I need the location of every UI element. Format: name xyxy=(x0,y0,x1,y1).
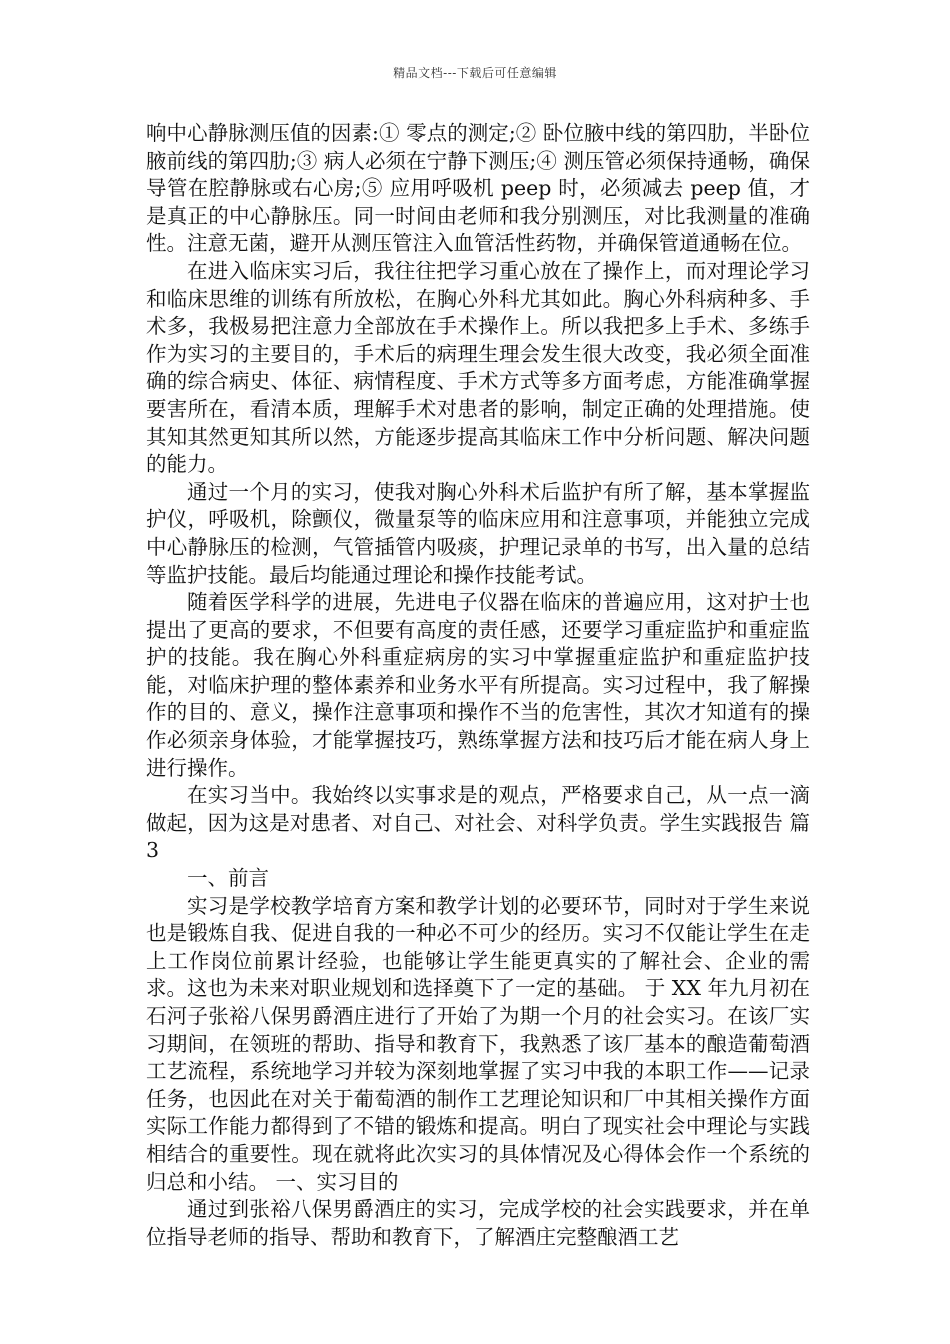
document-body xyxy=(146,120,810,1251)
paragraph-5: 在实习当中。我始终以实事求是的观点，严格要求自己，从一点一滴做起，因为这是对患者、对自己、对社会、对科学负责。学生实践报告 篇 3 xyxy=(146,783,810,863)
paragraph-3: 通过一个月的实习，使我对胸心外科术后监护有所了解，基本掌握监护仪，呼吸机，除颤仪，微量泵等的临床应用和注意事项，并能独立完成中心静脉压的检测，气管插管内吸痰，护理记录单的书写，出入量的总结等监护技能。最后均能通过理论和操作技能考试。 xyxy=(146,479,810,587)
paragraph-2: 在进入临床实习后，我往往把学习重心放在了操作上，而对理论学习和临床思维的训练有所放松，在胸心外科尤其如此。胸心外科病种多、手术多，我极易把注意力全部放在手术操作上。所以我把多上手术、多练手作为实习的主要目的，手术后的病理生理会发生很大改变，我必须全面准确的综合病史、体征、病情程度、手术方式等多方面考虑，方能准确掌握要害所在，看清本质，理解手术对患者的影响，制定正确的处理措施。使其知其然更知其所以然，方能逐步提高其临床工作中分析问题、解决问题的能力。 xyxy=(146,258,810,477)
section-heading-preface: 一、前言 xyxy=(187,866,269,891)
paragraph-8: 通过到张裕八保男爵酒庄的实习，完成学校的社会实践要求，并在单位指导老师的指导、帮助和教育下，了解酒庄完整酿酒工艺 xyxy=(146,1197,810,1249)
paragraph-4: 随着医学科学的进展，先进电子仪器在临床的普遍应用，这对护士也提出了更高的要求，不但要有高度的责任感，还要学习重症监护和重症监护的技能。我在胸心外科重症病房的实习中掌握重症监护和重症监护技能，对临床护理的整体素养和业务水平有所提高。实习过程中，我了解操作的目的、意义，操作注意事项和操作不当的危害性，其次才知道有的操作必须亲身体验，才能掌握技巧，熟练掌握方法和技巧后才能在病人身上进行操作。 xyxy=(146,590,810,780)
paragraph-1: 响中心静脉测压值的因素:① 零点的测定;② 卧位腋中线的第四肋，半卧位腋前线的第四肋;③ 病人必须在宁静下测压;④ 测压管必须保持通畅，确保导管在腔静脉或右心房;⑤ 应用呼吸机 peep 时，必须减去 peep 值，才是真正的中心静脉压。同一时间由老师和我分别测压，对比我测量的准确性。注意无菌，避开从测压管注入血管活性药物，并确保管道通畅在位。 xyxy=(146,121,810,256)
page-header: 精品文档---下载后可任意编辑 xyxy=(393,66,557,80)
paragraph-7: 实习是学校教学培育方案和教学计划的必要环节，同时对于学生来说也是锻炼自我、促进自我的一种必不可少的经历。实习不仅能让学生在走上工作岗位前累计经验，也能够让学生能更真实的了解社会、企业的需求。这也为未来对职业规划和选择奠下了一定的基础。 于 XX 年九月初在石河子张裕八保男爵酒庄进行了开始了为期一个月的社会实习。在该厂实习期间，在领班的帮助、指导和教育下，我熟悉了该厂基本的酿造葡萄酒工艺流程，系统地学习并较为深刻地掌握了实习中我的本职工作——记录任务，也因此在对关于葡萄酒的制作工艺理论知识和厂中其相关操作方面实际工作能力都得到了不错的锻炼和提高。明白了现实社会中理论与实践相结合的重要性。现在就将此次实习的具体情况及心得体会作一个系统的归总和小结。 一、实习目的 xyxy=(146,893,810,1194)
